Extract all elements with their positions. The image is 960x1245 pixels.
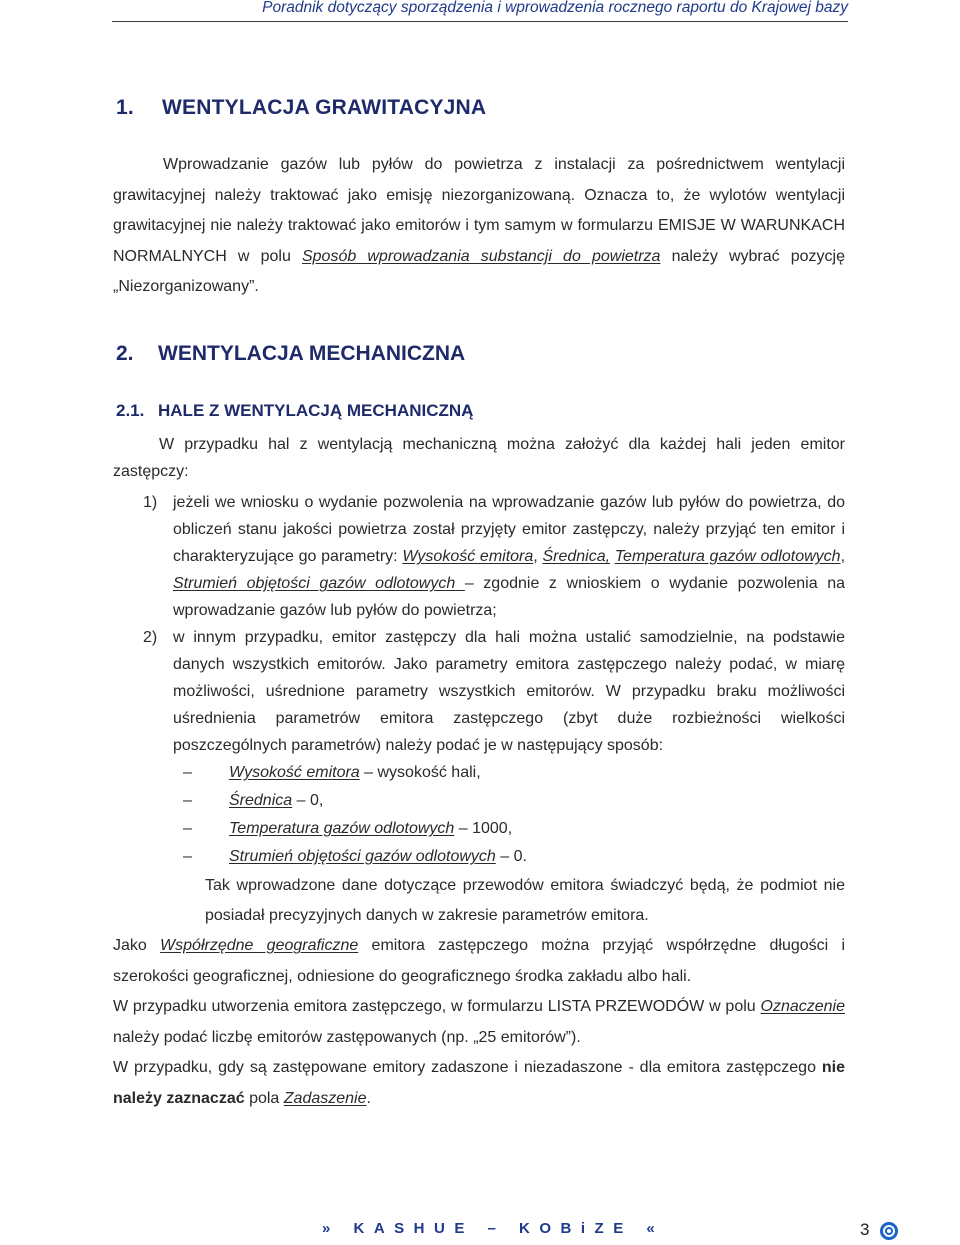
- header-title: Poradnik dotyczący sporządzenia i wprowadzenia rocznego raportu do Krajowej bazy: [262, 0, 848, 16]
- section-1-heading: [116, 96, 486, 120]
- dash-value: – 0.: [495, 848, 527, 865]
- dash-field: Średnica: [229, 792, 293, 809]
- field-sposob-wprowadzania: Sposób wprowadzania substancji do powietrza: [301, 247, 661, 265]
- dash-list-item: [183, 843, 845, 871]
- note-paragraph: Tak wprowadzone dane dotyczące przewodów emitora świadczyć będą, że podmiot nie posiadał precyzyjnych danych w zakresie parametrów emitora.: [205, 877, 845, 924]
- section-2-number: 2.: [116, 342, 134, 365]
- section-1-text-b: należy wybrać pozycję „Niezorganizowany”.: [113, 247, 845, 295]
- separator: ,: [533, 548, 543, 565]
- list-item: [113, 624, 845, 871]
- dash-field: Wysokość emitora: [229, 764, 360, 781]
- separator: ,: [840, 548, 846, 565]
- dash-list-item: [183, 759, 845, 787]
- item-1-text-b: – zgodnie z wnioskiem o wydanie pozwolenia na wprowadzanie gazów lub pyłów do powietrza;: [173, 575, 845, 619]
- list-text-a: W przypadku utworzenia emitora zastępczego, w formularzu LISTA PRZEWODÓW w polu: [113, 998, 761, 1015]
- zadaszenie-paragraph: [113, 1053, 845, 1114]
- section-2-1-body: [113, 431, 845, 1114]
- section-2-title: WENTYLACJA MECHANICZNA: [158, 342, 466, 365]
- list-item: [113, 489, 845, 624]
- footer-brand: » KASHUE – KOBiZE «: [322, 1220, 665, 1237]
- ring-logo-icon: [880, 1222, 898, 1240]
- page-number: 3: [860, 1220, 870, 1239]
- list-marker: 1): [143, 494, 158, 511]
- roof-text-a: W przypadku, gdy są zastępowane emitory zadaszone i niezadaszone - dla emitora zastępczego: [113, 1059, 822, 1076]
- coordinates-paragraph: [113, 931, 845, 992]
- dash-value: – 1000,: [454, 820, 513, 837]
- field-zadaszenie: Zadaszenie: [283, 1089, 367, 1107]
- list-text-b: należy podać liczbę emitorów zastępowanych (np. „25 emitorów”).: [113, 1028, 581, 1046]
- page-footer: [0, 1218, 960, 1242]
- dash-list-item: [183, 787, 845, 815]
- roof-text-c: .: [366, 1089, 371, 1107]
- section-2-1-title: HALE Z WENTYLACJĄ MECHANICZNĄ: [158, 401, 474, 420]
- coord-text-b: emitora zastępczego można przyjąć współrzędne długości i szerokości geograficznej, odniesione do geograficznego środka zakładu albo hali.: [113, 937, 846, 985]
- section-1-number: 1.: [116, 96, 134, 119]
- field-srednica: Średnica,: [542, 548, 611, 565]
- dash-field: Temperatura gazów odlotowych: [229, 820, 455, 837]
- field-oznaczenie: Oznaczenie: [760, 998, 845, 1015]
- section-1-title: WENTYLACJA GRAWITACYJNA: [162, 96, 487, 119]
- list-marker: 2): [143, 629, 158, 646]
- section-1-text-a: Wprowadzanie gazów lub pyłów do powietrza z instalacji za pośrednictwem wentylacji grawitacyjnej należy traktować jako emisję niezorganizowaną. Oznacza to, że wylotów wentylacji grawitacyjnej nie należy traktować jako emitorów i tym samym w formularzu EMISJE W WARUNKACH NORMALNYCH w polu: [113, 156, 845, 265]
- coord-text-a: Jako: [113, 937, 161, 954]
- item-1-text-a: jeżeli we wniosku o wydanie pozwolenia na wprowadzanie gazów lub pyłów do powietrza, do obliczeń stanu jakości powietrza został przyjęty emitor zastępczy, należy przyjąć ten emitor i charakteryzujące go parametry:: [173, 494, 845, 565]
- item-2-text: w innym przypadku, emitor zastępczy dla hali można ustalić samodzielnie, na podstawie danych wszystkich emitorów. Jako parametry emitora zastępczego należy podać, w miarę możliwości, uśrednione parametry wszystkich emitorów. W przypadku braku możliwości uśrednienia parametrów emitora zastępczego (zbyt duże rozbieżności wielkości poszczególnych parametrów) należy podać je w następujący sposób:: [173, 629, 845, 754]
- dash-list: [173, 759, 845, 871]
- dash-value: – 0,: [292, 792, 324, 809]
- numbered-list: [113, 489, 845, 871]
- section-2-1-intro: W przypadku hal z wentylacją mechaniczną można założyć dla każdej hali jeden emitor zastępczy:: [113, 436, 845, 480]
- roof-text-b: pola: [244, 1089, 284, 1107]
- dash-icon: –: [183, 848, 192, 865]
- section-2-1-heading: [116, 401, 473, 421]
- roof-emphasis: nie należy zaznaczać: [113, 1059, 845, 1107]
- section-1-paragraph: [113, 150, 845, 303]
- dash-icon: –: [183, 764, 192, 781]
- dash-icon: –: [183, 820, 192, 837]
- section-2-heading: [116, 342, 465, 366]
- dash-icon: –: [183, 792, 192, 809]
- field-strumien: Strumień objętości gazów odlotowych: [173, 575, 465, 592]
- section-2-1-number: 2.1.: [116, 401, 145, 420]
- dash-list-item: [183, 815, 845, 843]
- dash-value: – wysokość hali,: [359, 764, 481, 781]
- field-wspolrzedne: Współrzędne geograficzne: [160, 937, 359, 954]
- list-przewodow-paragraph: [113, 992, 845, 1053]
- field-wysokosc-emitora: Wysokość emitora: [402, 548, 534, 565]
- field-temperatura: Temperatura gazów odlotowych: [614, 548, 841, 565]
- dash-field: Strumień objętości gazów odlotowych: [229, 848, 496, 865]
- running-header: [112, 0, 848, 22]
